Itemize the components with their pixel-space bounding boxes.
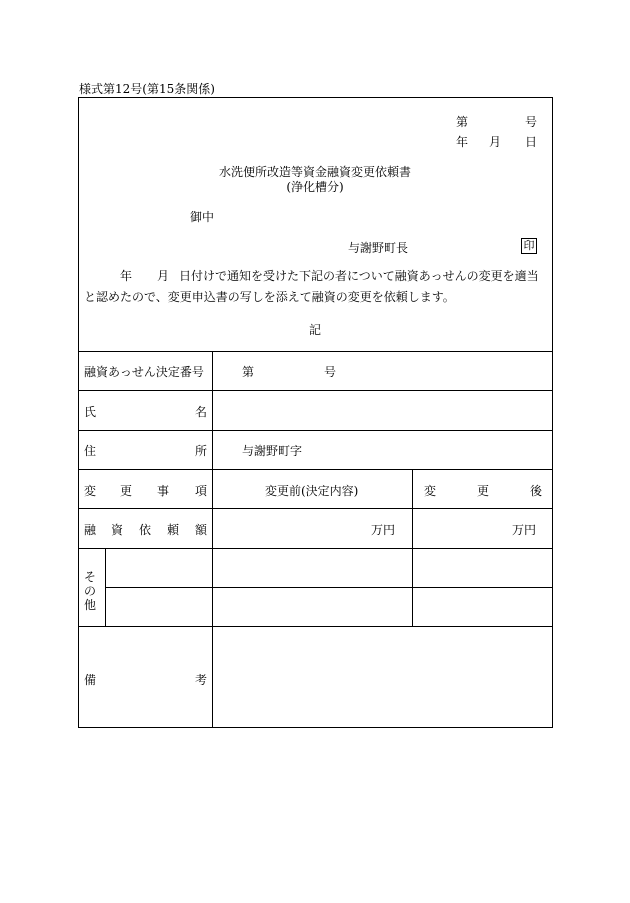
other-c1: そ — [84, 570, 97, 584]
col-line-label — [212, 351, 213, 728]
change-after-b: 更 — [477, 484, 490, 498]
row-line-6 — [105, 587, 553, 588]
form-number: 様式第12号(第15条関係) — [79, 82, 215, 96]
loan-amount-c4: 頼 — [167, 523, 180, 537]
row-line-1 — [78, 390, 553, 391]
loan-amount-unit-before: 万円 — [371, 523, 396, 537]
addressee-suffix: 御中 — [190, 210, 215, 224]
remarks-label-b: 考 — [195, 673, 208, 687]
loan-amount-c1: 融 — [84, 523, 97, 537]
row-line-2 — [78, 430, 553, 431]
body-tsuki: 月 — [157, 269, 170, 283]
ki-label: 記 — [309, 323, 322, 337]
change-items-c4: 項 — [195, 484, 208, 498]
address-label-a: 住 — [84, 444, 97, 458]
loan-amount-c5: 額 — [195, 523, 208, 537]
title-main: 水洗便所改造等資金融資変更依頼書 — [218, 165, 411, 179]
body-line1: 日付けで通知を受けた下記の者について融資あっせんの変更を適当 — [179, 269, 539, 283]
loan-amount-c2: 資 — [111, 523, 124, 537]
row-line-7 — [78, 626, 553, 627]
row-line-5 — [78, 548, 553, 549]
header-gou: 号 — [525, 115, 538, 129]
row-line-4 — [78, 508, 553, 509]
col-line-after — [412, 469, 413, 627]
header-tsuki: 月 — [489, 135, 502, 149]
row-line-3 — [78, 469, 553, 470]
change-before-header: 変更前(決定内容) — [265, 484, 359, 498]
loan-amount-c3: 依 — [139, 523, 152, 537]
decision-number-label: 融資あっせん決定番号 — [84, 365, 204, 379]
change-after-a: 変 — [424, 484, 437, 498]
change-items-c1: 変 — [84, 484, 97, 498]
decision-number-dai: 第 — [242, 365, 255, 379]
table-top-line — [78, 351, 553, 352]
decision-number-gou: 号 — [324, 365, 337, 379]
name-label-a: 氏 — [84, 405, 97, 419]
change-items-c2: 更 — [120, 484, 133, 498]
frame-top — [78, 97, 553, 98]
loan-amount-unit-after: 万円 — [512, 523, 537, 537]
name-label-b: 名 — [195, 405, 208, 419]
other-c3: 他 — [84, 598, 97, 612]
header-hi: 日 — [525, 135, 538, 149]
col-line-other — [105, 548, 106, 627]
body-line2: と認めたので、変更申込書の写しを添えて融資の変更を依頼します。 — [84, 290, 455, 304]
issuer: 与謝野町長 — [348, 241, 409, 255]
other-c2: の — [84, 584, 97, 598]
change-items-c3: 事 — [157, 484, 170, 498]
seal-mark: 印 — [521, 238, 537, 254]
address-prefix: 与謝野町字 — [242, 444, 303, 458]
body-nen: 年 — [120, 269, 133, 283]
address-label-b: 所 — [195, 444, 208, 458]
title-sub: (浄化槽分) — [286, 180, 344, 194]
remarks-label-a: 備 — [84, 673, 97, 687]
header-dai: 第 — [456, 115, 469, 129]
frame-bottom — [78, 727, 553, 728]
change-after-c: 後 — [530, 484, 543, 498]
header-nen: 年 — [456, 135, 469, 149]
